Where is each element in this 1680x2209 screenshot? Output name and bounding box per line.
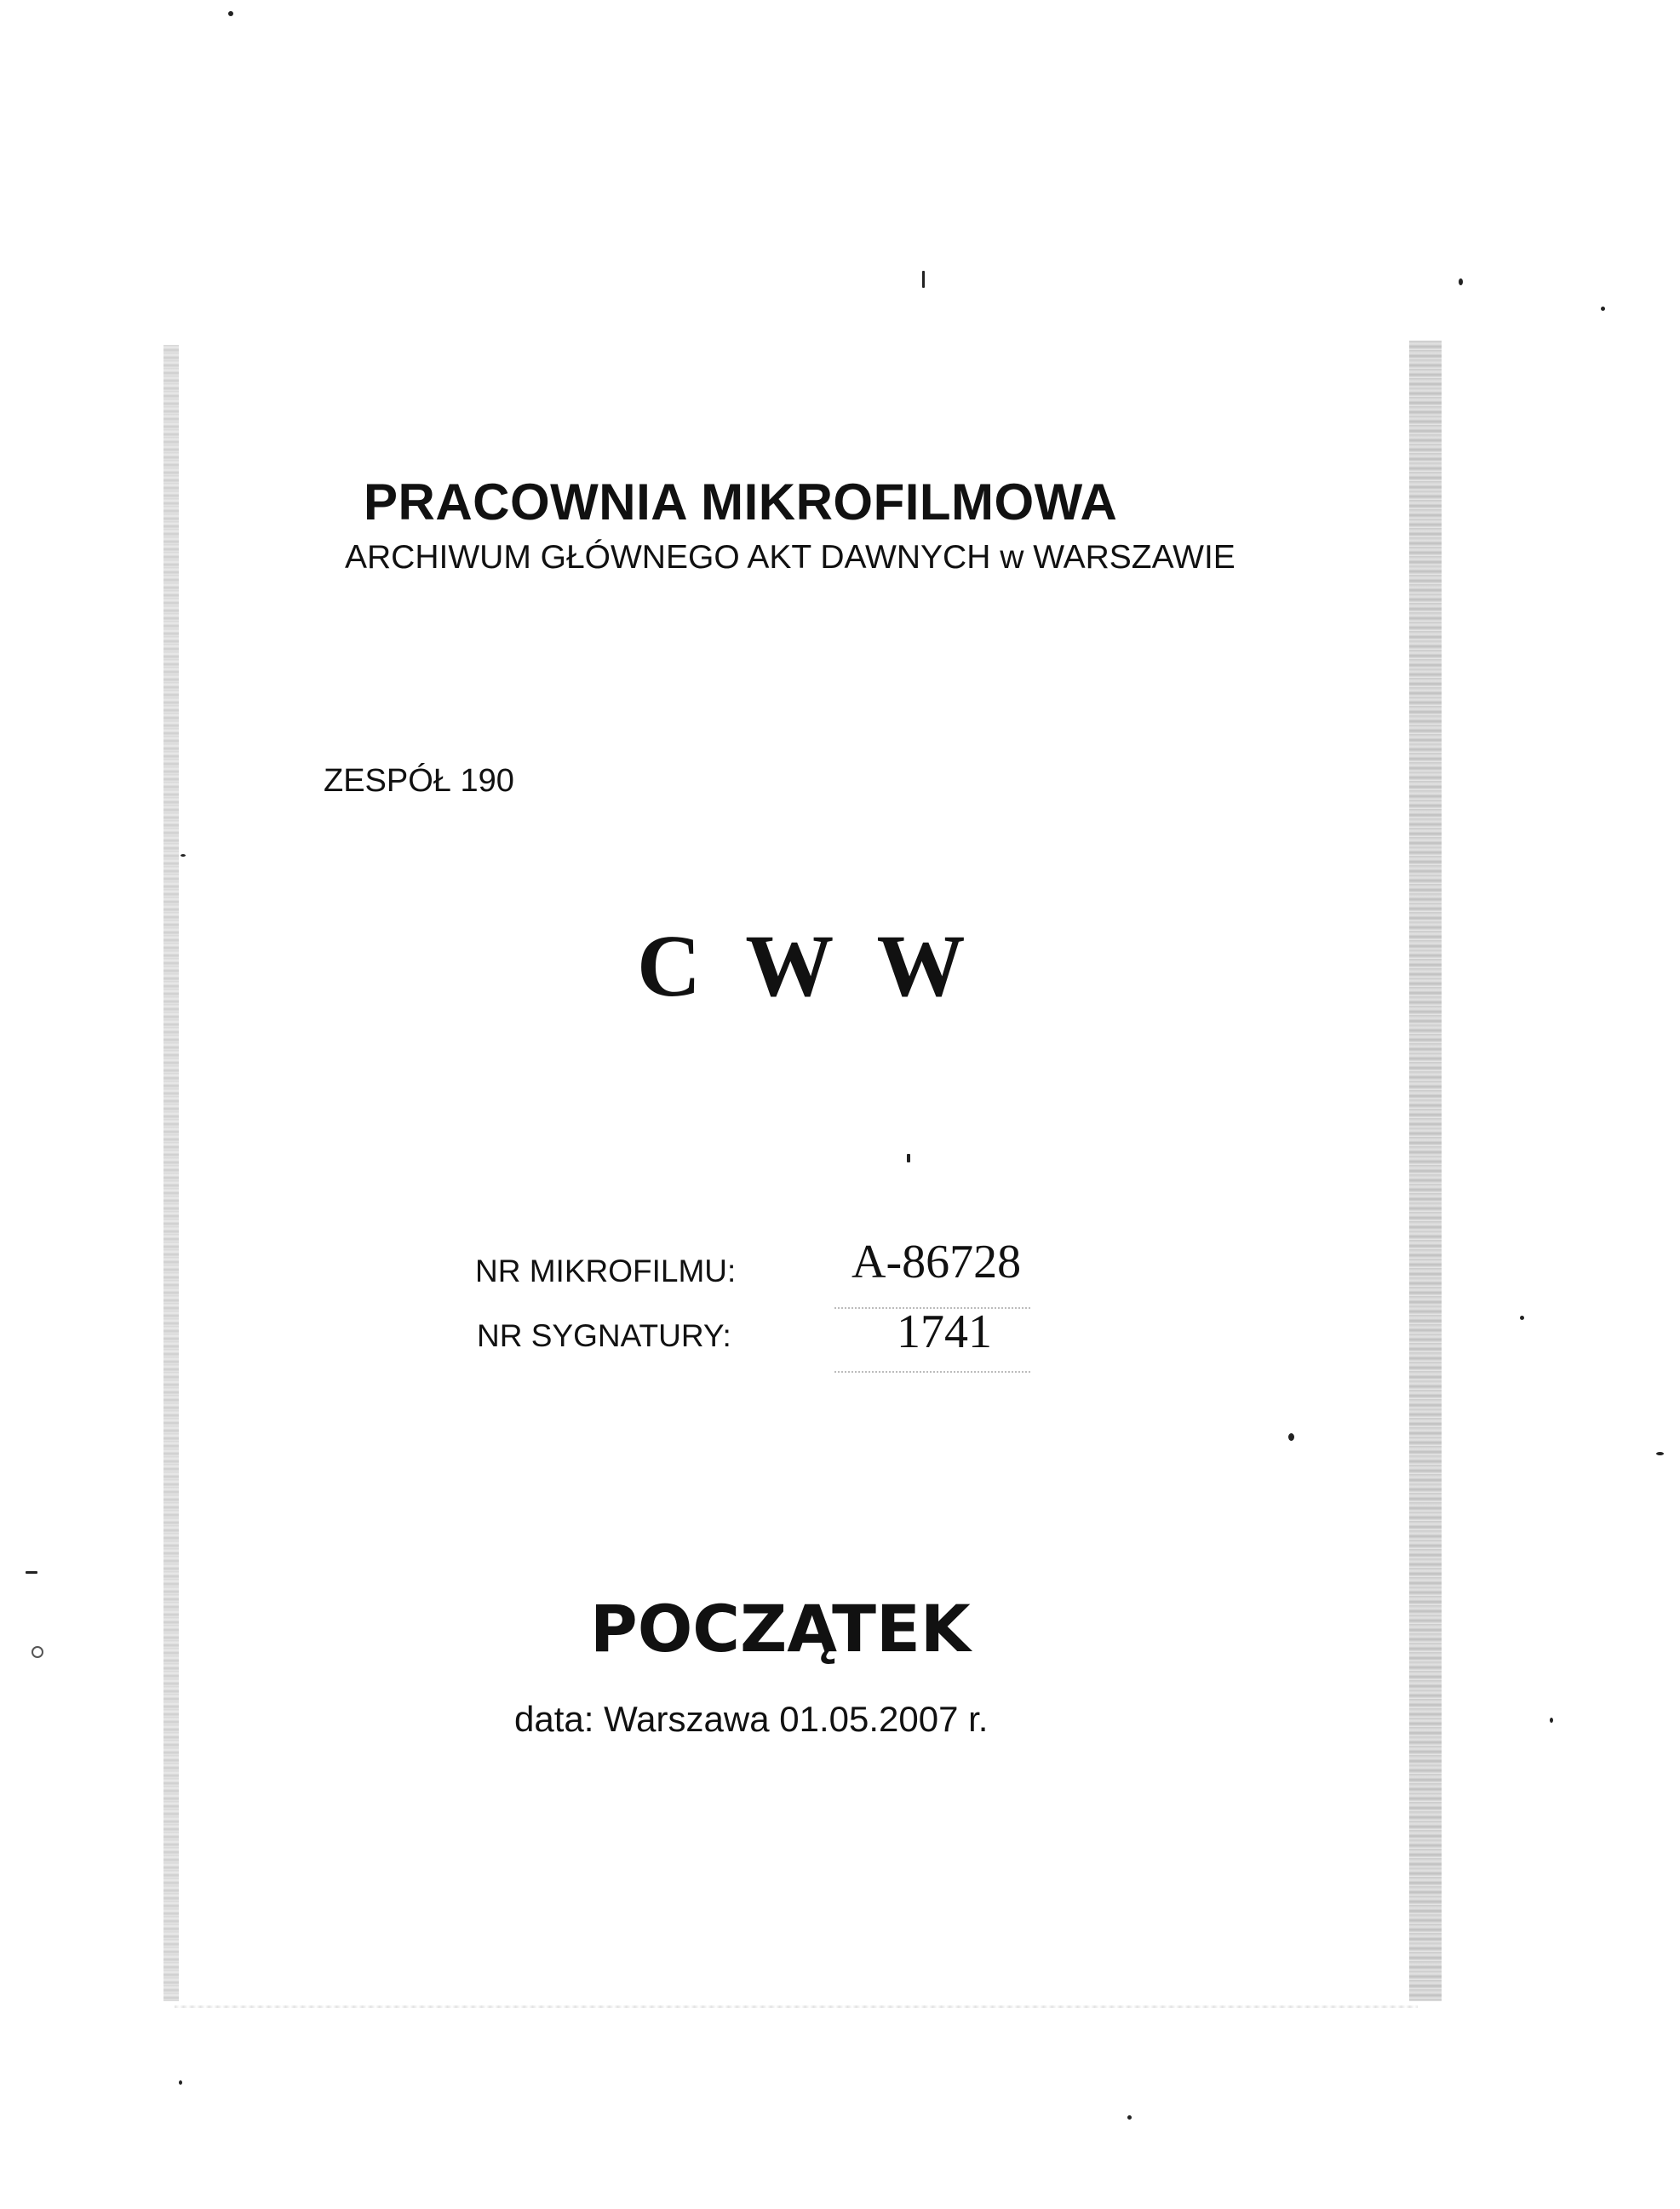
scan-speck [179, 2080, 182, 2085]
fond-label: ZESPÓŁ 190 [324, 763, 514, 799]
scan-speck [26, 1571, 37, 1574]
scan-speck [1459, 278, 1463, 285]
scan-speck [1601, 307, 1605, 311]
scan-speck [32, 1646, 43, 1658]
scan-speck [1127, 2115, 1132, 2120]
scan-speck [907, 1154, 910, 1162]
signature-value-rule [834, 1371, 1030, 1373]
status-title: POCZĄTEK [590, 1591, 971, 1667]
scan-speck [1288, 1433, 1294, 1441]
fond-title: C W W [637, 917, 978, 1015]
card-right-edge [1409, 341, 1442, 2001]
date-line: data: Warszawa 01.05.2007 r. [514, 1699, 989, 1739]
header-title: PRACOWNIA MIKROFILMOWA [364, 473, 1118, 531]
card-bottom-edge [175, 2005, 1418, 2008]
microfilm-number-value: A-86728 [851, 1236, 1022, 1288]
scan-speck [1550, 1718, 1553, 1723]
scan-speck [181, 854, 186, 857]
scan-speck [1656, 1452, 1664, 1455]
scan-speck [228, 11, 233, 16]
microfilm-number-label: NR MIKROFILMU: [475, 1254, 737, 1288]
signature-number-value: 1741 [897, 1305, 992, 1358]
card-left-edge [163, 345, 179, 2001]
scan-speck [1520, 1316, 1524, 1320]
scan-speck [922, 271, 925, 288]
header-subtitle: ARCHIWUM GŁÓWNEGO AKT DAWNYCH w WARSZAWIE [345, 539, 1236, 576]
signature-number-label: NR SYGNATURY: [477, 1318, 731, 1353]
